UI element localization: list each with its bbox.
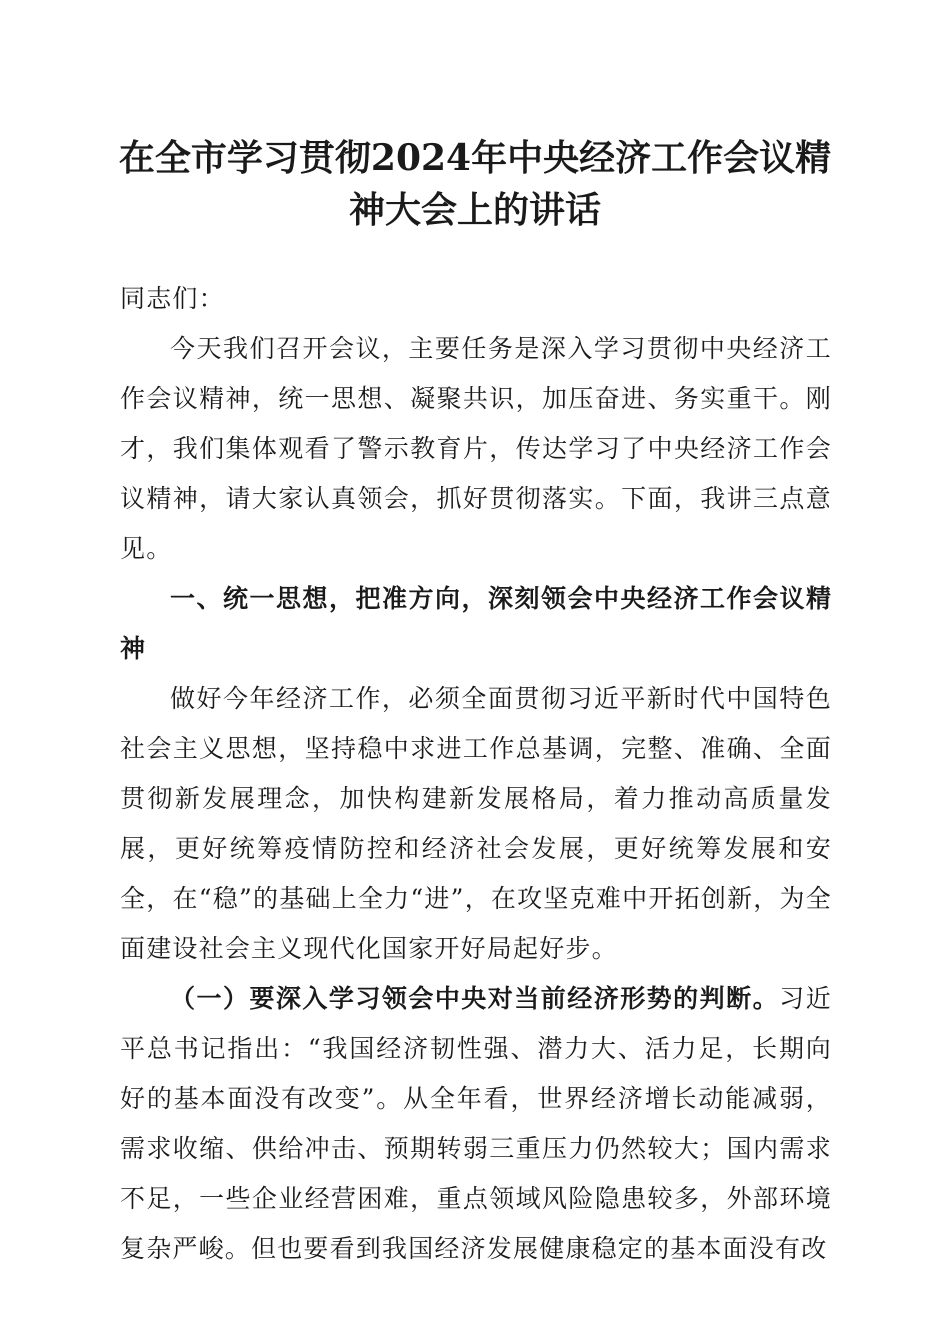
subsection-1-paragraph bbox=[120, 974, 832, 1274]
title-line-2: 神大会上的讲话 bbox=[348, 189, 601, 231]
subsection-1-lead: （一）要深入学习领会中央对当前经济形势的判断。 bbox=[170, 984, 780, 1013]
salutation: 同志们： bbox=[120, 284, 225, 313]
document-title bbox=[100, 132, 850, 236]
section-1-heading: 一、统一思想，把准方向，深刻领会中央经济工作会议精神 bbox=[120, 584, 832, 663]
section-1-paragraph: 做好今年经济工作，必须全面贯彻习近平新时代中国特色社会主义思想，坚持稳中求进工作总基调，完整、准确、全面贯彻新发展理念，加快构建新发展格局，着力推动高质量发展，更好统筹疫情防控和经济社会发展，更好统筹发展和安全，在“稳”的基础上全力“进”，在攻坚克难中开拓创新，为全面建设社会主义现代化国家开好局起好步。 bbox=[120, 684, 832, 963]
title-line-1: 在全市学习贯彻2024年中央经济工作会议精 bbox=[118, 137, 832, 179]
document-body bbox=[120, 274, 832, 1274]
intro-paragraph: 今天我们召开会议，主要任务是深入学习贯彻中央经济工作会议精神，统一思想、凝聚共识，加压奋进、务实重干。刚才，我们集体观看了警示教育片，传达学习了中央经济工作会议精神，请大家认真领会，抓好贯彻落实。下面，我讲三点意见。 bbox=[120, 334, 832, 563]
subsection-1-text: 习近平总书记指出：“我国经济韧性强、潜力大、活力足，长期向好的基本面没有改变”。从全年看，世界经济增长动能减弱，需求收缩、供给冲击、预期转弱三重压力仍然较大；国内需求不足，一些企业经营困难，重点领域风险隐患较多，外部环境复杂严峻。但也要看到我国经济发展健康稳定的基本面没有改 bbox=[120, 984, 832, 1263]
